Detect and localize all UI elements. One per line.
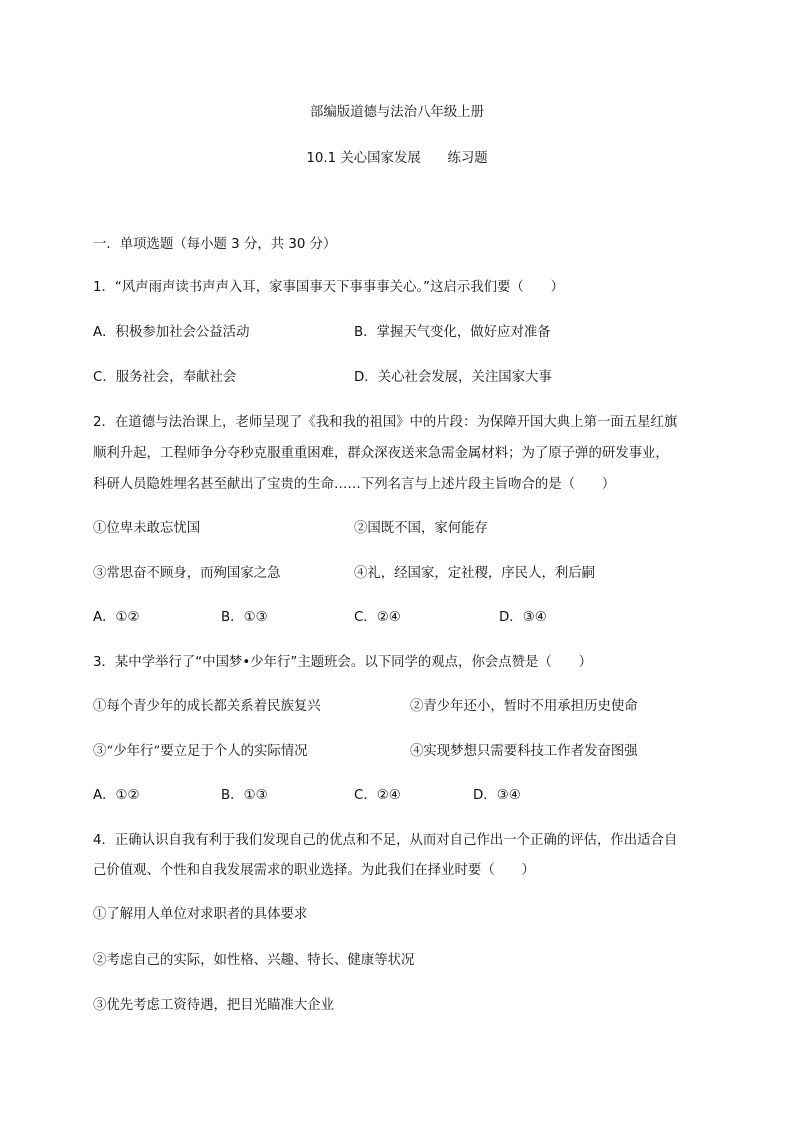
q2-item-2: ②国既不国，家何能存	[354, 521, 488, 536]
q2-item-3: ③常思奋不顾身，而殉国家之急	[93, 566, 281, 581]
q2-item-4: ④礼，经国家，定社稷，序民人，利后嗣	[354, 566, 596, 581]
question-4-stem-line-2: 己价值观、个性和自我发展需求的职业选择。为此我们在择业时要（ ）	[93, 863, 535, 878]
q3-item-1: ①每个青少年的成长都关系着民族复兴	[93, 699, 321, 714]
q2-option-a: A．①②	[93, 610, 140, 625]
q3-option-d: D．③④	[473, 788, 521, 803]
q3-item-4: ④实现梦想只需要科技工作者发奋图强	[410, 744, 638, 759]
q4-item-1: ①了解用人单位对求职者的具体要求	[93, 907, 308, 922]
q3-item-3: ③“少年行”要立足于个人的实际情况	[93, 744, 308, 759]
q2-option-d: D．③④	[499, 610, 547, 625]
q1-option-d: D．关心社会发展，关注国家大事	[354, 370, 552, 385]
document-title: 部编版道德与法治八年级上册	[309, 105, 485, 120]
q3-option-b: B．①③	[221, 788, 268, 803]
q1-option-b: B．掌握天气变化，做好应对准备	[354, 325, 551, 340]
question-4-stem-line-1: 4．正确认识自我有利于我们发现自己的优点和不足，从而对自己作出一个正确的评估，作出适合自	[93, 833, 678, 848]
q4-item-2: ②考虑自己的实际，如性格、兴趣、特长、健康等状况	[93, 953, 415, 968]
q3-item-2: ②青少年还小，暂时不用承担历史使命	[410, 699, 638, 714]
question-1-stem: 1．“风声雨声读书声声入耳，家事国事天下事事事关心。”这启示我们要（ ）	[93, 280, 564, 295]
q2-item-1: ①位卑未敢忘忧国	[93, 521, 201, 536]
q3-option-a: A．①②	[93, 788, 140, 803]
section-heading: 一．单项选题（每小题 3 分，共 30 分）	[93, 237, 337, 252]
question-2-stem-line-3: 科研人员隐姓埋名甚至献出了宝贵的生命……下列名言与上述片段主旨吻合的是（ ）	[93, 477, 616, 492]
question-2-stem-line-2: 顺利升起，工程师争分夺秒克服重重困难，群众深夜送来急需金属材料；为了原子弹的研发事业，	[93, 446, 669, 461]
document-subtitle: 10.1 关心国家发展 练习题	[306, 151, 488, 166]
q1-option-a: A．积极参加社会公益活动	[93, 325, 250, 340]
question-3-stem: 3．某中学举行了“中国梦•少年行”主题班会。以下同学的观点，你会点赞是（ ）	[93, 655, 592, 670]
q4-item-3: ③优先考虑工资待遇，把目光瞄准大企业	[93, 998, 335, 1013]
q1-option-c: C．服务社会，奉献社会	[93, 370, 237, 385]
q2-option-b: B．①③	[221, 610, 268, 625]
q2-option-c: C．②④	[354, 610, 401, 625]
question-2-stem-line-1: 2．在道德与法治课上，老师呈现了《我和我的祖国》中的片段：为保障开国大典上第一面五星红旗	[93, 415, 678, 430]
q3-option-c: C．②④	[354, 788, 401, 803]
